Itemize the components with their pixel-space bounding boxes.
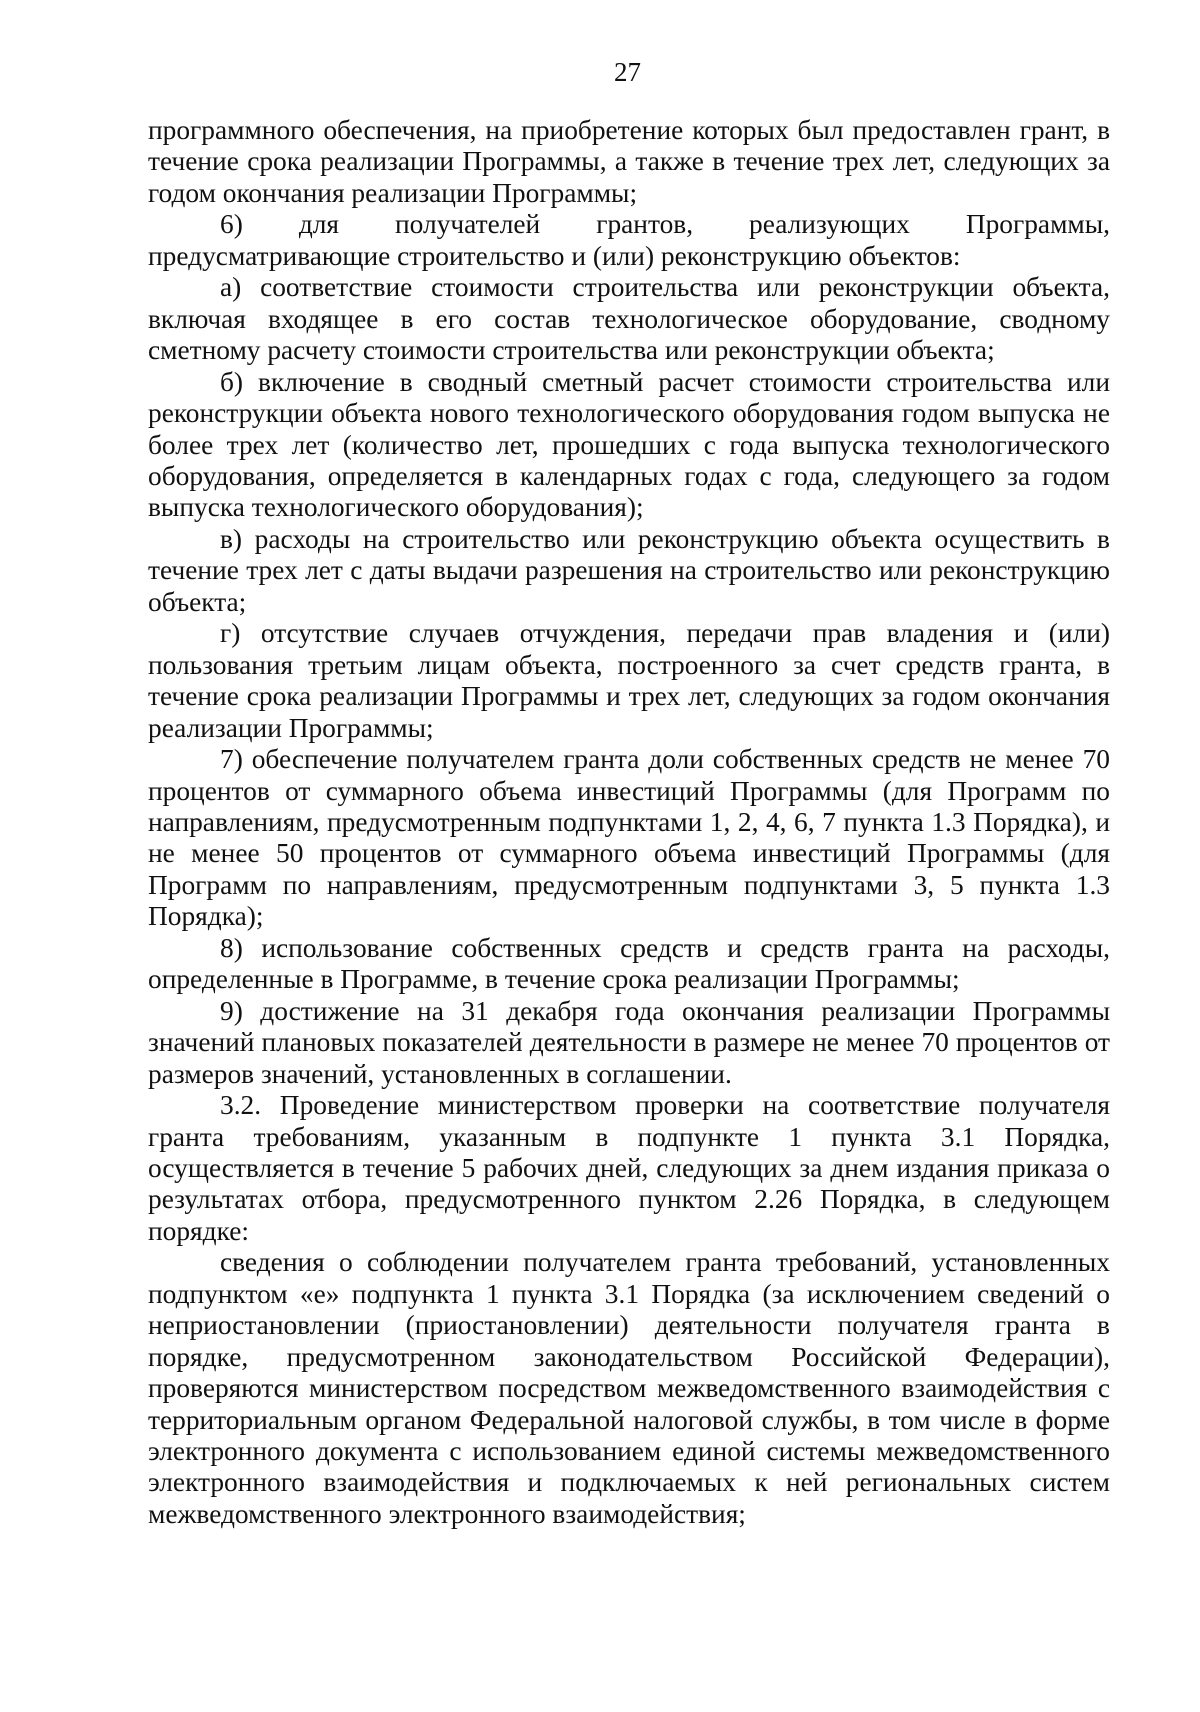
page-number: 27	[614, 57, 641, 87]
paragraph: б) включение в сводный сметный расчет стоимости строительства или реконструкции объекта нового технологического оборудования годом выпуска не более трех лет (количество лет, прошедших с года выпуска технологического оборудования, определяется в календарных годах с года, следующего за годом выпуска технологического оборудования);	[148, 366, 1110, 523]
paragraph: в) расходы на строительство или реконструкцию объекта осуществить в течение трех лет с даты выдачи разрешения на строительство или реконструкцию объекта;	[148, 523, 1110, 617]
paragraph: 6) для получателей грантов, реализующих Программы, предусматривающие строительство и (или) реконструкцию объектов:	[148, 209, 1110, 271]
paragraph: г) отсутствие случаев отчуждения, передачи прав владения и (или) пользования третьим лицам объекта, построенного за счет средств гранта, в течение срока реализации Программы и трех лет, следующих за годом окончания реализации Программы;	[148, 618, 1110, 743]
paragraph: программного обеспечения, на приобретение которых был предоставлен грант, в течение срока реализации Программы, а также в течение трех лет, следующих за годом окончания реализации Программы;	[148, 115, 1110, 208]
paragraph: 8) использование собственных средств и средств гранта на расходы, определенные в Программе, в течение срока реализации Программы;	[148, 932, 1110, 995]
document-body	[148, 115, 1110, 1530]
paragraph: а) соответствие стоимости строительства или реконструкции объекта, включая входящее в его состав технологическое оборудование, сводному сметному расчету стоимости строительства или реконструкции объекта;	[148, 272, 1110, 366]
paragraph: сведения о соблюдении получателем гранта требований, установленных подпунктом «е» подпункта 1 пункта 3.1 Порядка (за исключением сведений о неприостановлении (приостановлении) деятельности получателя гранта в порядке, предусмотренном законодательством Российской Федерации), проверяются министерством посредством межведомственного взаимодействия с территориальным органом Федеральной налоговой службы, в том числе в форме электронного документа с использованием единой системы межведомственного электронного взаимодействия и подключаемых к ней региональных систем межведомственного электронного взаимодействия;	[148, 1247, 1110, 1529]
paragraph: 3.2. Проведение министерством проверки на соответствие получателя гранта требованиям, указанным в подпункте 1 пункта 3.1 Порядка, осуществляется в течение 5 рабочих дней, следующих за днем издания приказа о результатах отбора, предусмотренного пунктом 2.26 Порядка, в следующем порядке:	[148, 1090, 1110, 1246]
paragraph: 7) обеспечение получателем гранта доли собственных средств не менее 70 процентов от суммарного объема инвестиций Программы (для Программ по направлениям, предусмотренным подпунктами 1, 2, 4, 6, 7 пункта 1.3 Порядка), и не менее 50 процентов от суммарного объема инвестиций Программы (для Программ по направлениям, предусмотренным подпунктами 3, 5 пункта 1.3 Порядка);	[148, 744, 1110, 932]
paragraph: 9) достижение на 31 декабря года окончания реализации Программы значений плановых показателей деятельности в размере не менее 70 процентов от размеров значений, установленных в соглашении.	[148, 995, 1110, 1089]
